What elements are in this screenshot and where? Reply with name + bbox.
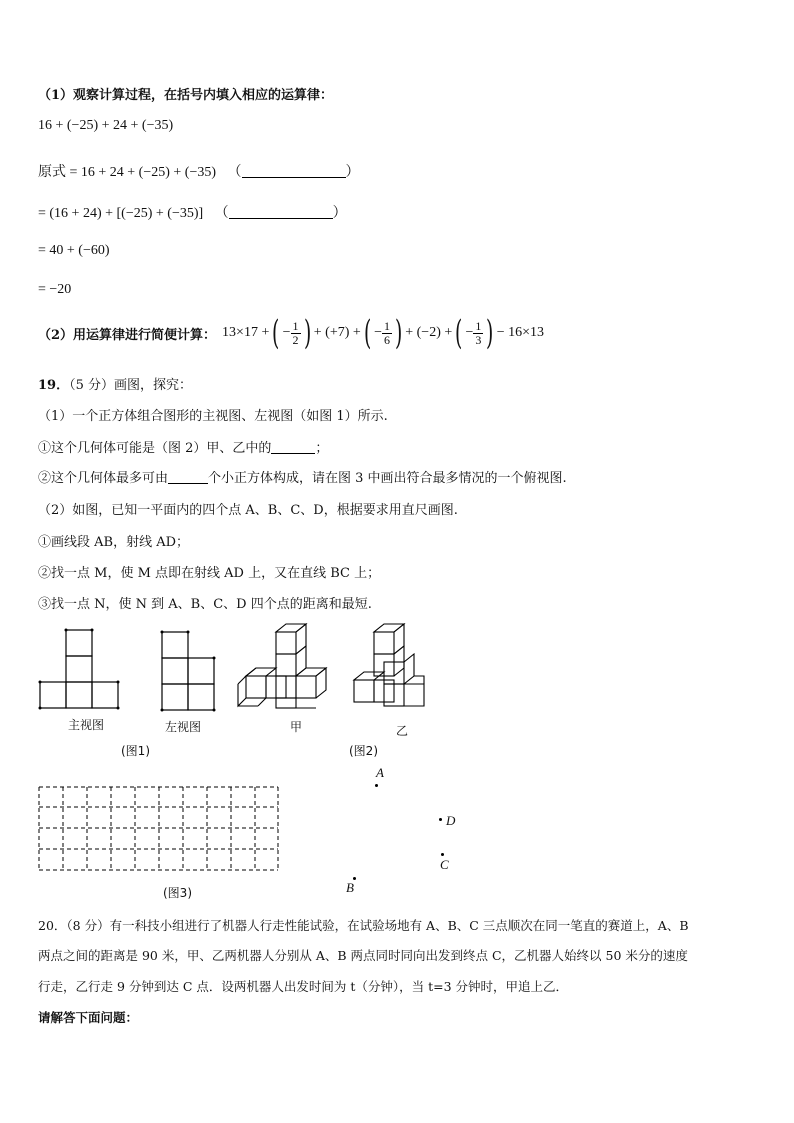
q19-title-text: 画图，探究： <box>114 378 193 393</box>
step1-text: 原式 = 16 + 24 + (−25) + (−35) <box>38 165 217 180</box>
left-paren-3: ( <box>455 313 463 353</box>
q20-line2: 两点之间的距离是 90 米，甲、乙两机器人分别从 A、B 两点同时同向出发到终点 C，乙机器人始终以 50 米分的速度 <box>38 948 688 963</box>
answer-blank-1[interactable] <box>242 165 346 178</box>
part1-heading: （1）观察计算过程，在括号内填入相应的运算律： <box>38 88 334 103</box>
q19-p1a-text: ①这个几何体可能是（图 2）甲、乙中的 <box>38 441 272 456</box>
part1-step3: = 40 + (−60) <box>38 243 110 258</box>
part1-expression: 16 + (−25) + 24 + (−35) <box>38 118 174 133</box>
fraction-2: $\frac{1}{6}$ <box>383 318 390 347</box>
q19-p1b <box>38 467 567 486</box>
fig2-caption: (图2) <box>349 744 378 758</box>
point-b-label: B <box>346 880 354 895</box>
fig1-caption: (图1) <box>121 744 150 758</box>
q19-p1a-end: ； <box>315 441 329 456</box>
q19-p1: （1）一个正方体组合图形的主视图、左视图（如图 1）所示. <box>38 409 388 424</box>
q19-p1b-text: ②这个几何体最多可由 <box>38 471 169 486</box>
fraction-1: $\frac{1}{2}$ <box>292 318 299 347</box>
point-a-label: A <box>376 765 384 780</box>
plus-seven: + (+7) + <box>313 325 361 340</box>
q19-number: 19． <box>38 378 70 393</box>
yi-figure <box>350 622 430 714</box>
point-a <box>375 784 378 787</box>
point-c-label: C <box>440 857 449 872</box>
part1-step4: = −20 <box>38 282 72 297</box>
answer-blank-3[interactable] <box>271 441 315 454</box>
expr-end: − 16×13 <box>496 325 544 340</box>
q20-line1: 20．（8 分）有一科技小组进行了机器人行走性能试验，在试验场地有 A、B、C 三点顺次在同一笔直的赛道上，A、B <box>38 918 689 933</box>
minus-sign-3: − <box>465 325 474 340</box>
answer-blank-2[interactable] <box>229 206 333 219</box>
point-d <box>439 818 442 821</box>
step2-text: = (16 + 24) + [(−25) + (−35)] <box>38 206 204 221</box>
minus-sign-2: − <box>374 325 382 340</box>
part1-step1 <box>38 161 360 181</box>
fraction-3: $\frac{1}{3}$ <box>475 318 482 347</box>
right-paren-2: ) <box>394 313 403 353</box>
q19-title <box>38 374 192 393</box>
left-view-label: 左视图 <box>165 720 202 734</box>
front-view-figure <box>38 628 128 710</box>
close-paren: ） <box>345 165 360 180</box>
jia-label: 甲 <box>290 720 303 734</box>
q20-line3: 行走，乙行走 9 分钟到达 C 点．设两机器人出发时间为 t（分钟），当 t=3 分钟时，甲追上乙． <box>38 979 569 994</box>
left-paren-1: ( <box>272 313 280 353</box>
jia-figure <box>236 622 336 712</box>
part2-line <box>38 313 544 353</box>
left-view-figure <box>160 630 220 712</box>
minus-sign-1: − <box>282 325 291 340</box>
expr-start: 13×17 + <box>222 325 270 340</box>
right-paren-3: ) <box>486 313 494 353</box>
open-paren: （ <box>214 206 229 221</box>
q19-p2b: ②找一点 M，使 M 点即在射线 AD 上，又在直线 BC 上； <box>38 566 381 581</box>
right-paren-1: ) <box>303 313 311 353</box>
answer-blank-4[interactable] <box>168 471 208 484</box>
point-d-label: D <box>446 813 456 828</box>
q20-line4: 请解答下面问题： <box>38 1010 139 1025</box>
q19-p1b-end: 个小正方体构成，请在图 3 中画出符合最多情况的一个俯视图. <box>208 471 567 486</box>
q19-p2c: ③找一点 N，使 N 到 A、B、C、D 四个点的距离和最短. <box>38 597 372 612</box>
q19-p2: （2）如图，已知一平面内的四个点 A、B、C、D，根据要求用直尺画图. <box>38 503 458 518</box>
q19-p2a: ①画线段 AB，射线 AD； <box>38 535 190 550</box>
yi-label: 乙 <box>396 724 409 738</box>
q19-p1a <box>38 437 328 456</box>
fig3-caption: (图3) <box>163 886 192 900</box>
open-paren: （ <box>227 165 242 180</box>
part2-label: （2）用运算律进行简便计算： <box>38 327 217 343</box>
point-c <box>441 853 444 856</box>
close-paren: ） <box>332 206 347 221</box>
fig3-grid[interactable] <box>38 786 280 874</box>
plus-neg-two: + (−2) + <box>405 325 453 340</box>
front-view-label: 主视图 <box>68 718 105 732</box>
q19-score: （5 分） <box>69 378 114 393</box>
left-paren-2: ( <box>363 313 372 353</box>
part1-step2 <box>38 202 347 222</box>
